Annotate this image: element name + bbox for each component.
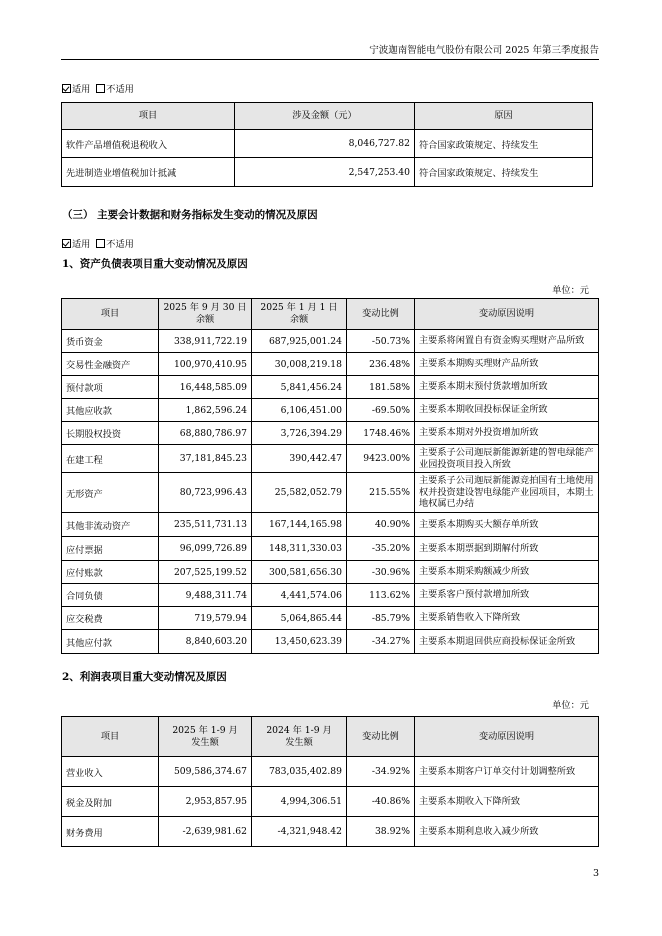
change-ratio-cell: -34.92%: [347, 757, 415, 787]
prior-amount-cell: -4,321,948.42: [252, 817, 347, 847]
change-ratio-cell: -35.20%: [347, 537, 415, 561]
unit-label: 单位：元: [552, 285, 589, 296]
reason-cell: 主要系本期对外投资增加所致: [415, 422, 599, 445]
header-line: 余额: [195, 314, 215, 325]
item-cell: 合同负债: [62, 584, 159, 607]
checked-checkbox-icon: [62, 84, 71, 93]
header-line: 余额: [289, 314, 309, 325]
item-cell: 应交税费: [62, 607, 159, 630]
reason-cell: 主要系本期客户订单交付计划调整所致: [415, 757, 599, 787]
table-row: [62, 607, 599, 630]
current-balance-cell: 207,525,199.52: [159, 561, 252, 584]
header-line: 发生额: [191, 736, 219, 748]
table-row: [62, 757, 599, 787]
table-row: [62, 561, 599, 584]
opening-balance-cell: 687,925,001.24: [252, 330, 347, 353]
reason-cell: 主要系子公司迦辰新能源竞拍国有土地使用权并投资建设智电绿能产业园项目，本期土地权属已办结: [415, 473, 599, 513]
item-cell: 无形资产: [62, 473, 159, 513]
item-cell: 软件产品增值税退税收入: [62, 130, 235, 158]
section-title: （三） 主要会计数据和财务指标发生变动的情况及原因: [62, 209, 318, 221]
table-header-cell: 变动比例: [347, 299, 415, 330]
reason-cell: 主要系本期末预付货款增加所致: [415, 376, 599, 399]
table-header-cell: 项目: [62, 717, 159, 757]
table-header-cell: [252, 717, 347, 757]
reason-cell: 主要系本期采购额减少所致: [415, 561, 599, 584]
applicable-label: 适用: [72, 239, 91, 250]
change-ratio-cell: 236.48%: [347, 353, 415, 376]
page-number: 3: [592, 868, 599, 879]
unchecked-checkbox-icon: [96, 239, 105, 248]
reason-cell: 主要系本期购买大额存单所致: [415, 513, 599, 537]
table-row: [62, 376, 599, 399]
page-header: 宁波迦南智能电气股份有限公司 2025 年第三季度报告: [369, 45, 599, 56]
checked-checkbox-icon: [62, 239, 71, 248]
current-balance-cell: 9,488,311.74: [159, 584, 252, 607]
reason-cell: 符合国家政策规定、持续发生: [415, 130, 593, 158]
table-header-cell: [159, 299, 252, 330]
amount-cell: 2,547,253.40: [235, 158, 415, 187]
table-row: [62, 330, 599, 353]
table-row: [62, 630, 599, 654]
change-ratio-cell: 9423.00%: [347, 445, 415, 473]
opening-balance-cell: 300,581,656.30: [252, 561, 347, 584]
balance-sheet-changes-table: [61, 298, 599, 654]
current-balance-cell: 235,511,731.13: [159, 513, 252, 537]
applicable-label: 适用: [72, 84, 91, 95]
reason-cell: 主要系本期利息收入减少所致: [415, 817, 599, 847]
header-line: 2025 年 1-9 月: [172, 724, 238, 736]
table-header-cell: [252, 299, 347, 330]
table-header-cell: 原因: [415, 103, 593, 130]
table-header-cell: 变动原因说明: [415, 299, 599, 330]
opening-balance-cell: 390,442.47: [252, 445, 347, 473]
current-balance-cell: 80,723,996.43: [159, 473, 252, 513]
item-cell: 营业收入: [62, 757, 159, 787]
amount-cell: 8,046,727.82: [235, 130, 415, 158]
opening-balance-cell: 167,144,165.98: [252, 513, 347, 537]
table-header-cell: 项目: [62, 103, 235, 130]
table-header-cell: 项目: [62, 299, 159, 330]
prior-amount-cell: 783,035,402.89: [252, 757, 347, 787]
subsection-title: 2、利润表项目重大变动情况及原因: [62, 671, 227, 683]
prior-amount-cell: 4,994,306.51: [252, 787, 347, 817]
item-cell: 应付票据: [62, 537, 159, 561]
change-ratio-cell: 1748.46%: [347, 422, 415, 445]
item-cell: 货币资金: [62, 330, 159, 353]
table-row: [62, 399, 599, 422]
change-ratio-cell: -69.50%: [347, 399, 415, 422]
item-cell: 其他应收款: [62, 399, 159, 422]
income-statement-changes-table: [61, 716, 599, 847]
opening-balance-cell: 148,311,330.03: [252, 537, 347, 561]
nonrecurring-items-table: [61, 102, 593, 187]
change-ratio-cell: -85.79%: [347, 607, 415, 630]
header-line: 发生额: [285, 736, 313, 748]
current-balance-cell: 1,862,596.24: [159, 399, 252, 422]
opening-balance-cell: 30,008,219.18: [252, 353, 347, 376]
current-amount-cell: 2,953,857.95: [159, 787, 252, 817]
current-balance-cell: 8,840,603.20: [159, 630, 252, 654]
table-row: [62, 158, 593, 187]
item-cell: 税金及附加: [62, 787, 159, 817]
current-balance-cell: 719,579.94: [159, 607, 252, 630]
applicability-check-2: [62, 236, 134, 250]
table-header-cell: [159, 717, 252, 757]
table-row: [62, 513, 599, 537]
current-balance-cell: 338,911,722.19: [159, 330, 252, 353]
applicability-check-1: [62, 81, 134, 95]
header-line: 2025 年 1 月 1 日: [260, 302, 338, 313]
header-line: 2025 年 9 月 30 日: [163, 302, 247, 313]
change-ratio-cell: -40.86%: [347, 787, 415, 817]
opening-balance-cell: 6,106,451.00: [252, 399, 347, 422]
item-cell: 长期股权投资: [62, 422, 159, 445]
table-row: [62, 445, 599, 473]
reason-cell: 主要系将闲置自有资金购买理财产品所致: [415, 330, 599, 353]
reason-cell: 主要系本期收入下降所致: [415, 787, 599, 817]
item-cell: 交易性金融资产: [62, 353, 159, 376]
unit-label: 单位：元: [552, 700, 589, 711]
opening-balance-cell: 5,841,456.24: [252, 376, 347, 399]
change-ratio-cell: 181.58%: [347, 376, 415, 399]
not-applicable-label: 不适用: [106, 239, 134, 250]
subsection-title: 1、资产负债表项目重大变动情况及原因: [62, 258, 248, 270]
opening-balance-cell: 25,582,052.79: [252, 473, 347, 513]
table-header-cell: 变动原因说明: [415, 717, 599, 757]
reason-cell: 主要系销售收入下降所致: [415, 607, 599, 630]
table-row: [62, 422, 599, 445]
table-row: [62, 584, 599, 607]
table-header-cell: 变动比例: [347, 717, 415, 757]
item-cell: 财务费用: [62, 817, 159, 847]
current-amount-cell: 509,586,374.67: [159, 757, 252, 787]
change-ratio-cell: -50.73%: [347, 330, 415, 353]
table-row: [62, 787, 599, 817]
change-ratio-cell: 215.55%: [347, 473, 415, 513]
reason-cell: 主要系本期票据到期解付所致: [415, 537, 599, 561]
current-amount-cell: -2,639,981.62: [159, 817, 252, 847]
not-applicable-label: 不适用: [106, 84, 134, 95]
change-ratio-cell: 113.62%: [347, 584, 415, 607]
table-row: [62, 353, 599, 376]
current-balance-cell: 100,970,410.95: [159, 353, 252, 376]
opening-balance-cell: 3,726,394.29: [252, 422, 347, 445]
item-cell: 应付账款: [62, 561, 159, 584]
reason-cell: 主要系本期退回供应商投标保证金所致: [415, 630, 599, 654]
reason-cell: 符合国家政策规定、持续发生: [415, 158, 593, 187]
item-cell: 预付款项: [62, 376, 159, 399]
current-balance-cell: 16,448,585.09: [159, 376, 252, 399]
table-row: [62, 817, 599, 847]
table-row: [62, 473, 599, 513]
reason-cell: 主要系客户预付款增加所致: [415, 584, 599, 607]
header-line: 2024 年 1-9 月: [266, 724, 332, 736]
item-cell: 先进制造业增值税加计抵减: [62, 158, 235, 187]
change-ratio-cell: -34.27%: [347, 630, 415, 654]
table-row: [62, 130, 593, 158]
current-balance-cell: 37,181,845.23: [159, 445, 252, 473]
reason-cell: 主要系本期购买理财产品所致: [415, 353, 599, 376]
reason-cell: 主要系子公司迦辰新能源新建的智电绿能产业园投资项目投入所致: [415, 445, 599, 473]
item-cell: 其他应付款: [62, 630, 159, 654]
header-rule: [61, 59, 599, 60]
unchecked-checkbox-icon: [96, 84, 105, 93]
change-ratio-cell: -30.96%: [347, 561, 415, 584]
opening-balance-cell: 4,441,574.06: [252, 584, 347, 607]
current-balance-cell: 96,099,726.89: [159, 537, 252, 561]
reason-cell: 主要系本期收回投标保证金所致: [415, 399, 599, 422]
opening-balance-cell: 5,064,865.44: [252, 607, 347, 630]
current-balance-cell: 68,880,786.97: [159, 422, 252, 445]
opening-balance-cell: 13,450,623.39: [252, 630, 347, 654]
table-header-cell: 涉及金额（元）: [235, 103, 415, 130]
change-ratio-cell: 40.90%: [347, 513, 415, 537]
table-row: [62, 537, 599, 561]
change-ratio-cell: 38.92%: [347, 817, 415, 847]
item-cell: 其他非流动资产: [62, 513, 159, 537]
item-cell: 在建工程: [62, 445, 159, 473]
